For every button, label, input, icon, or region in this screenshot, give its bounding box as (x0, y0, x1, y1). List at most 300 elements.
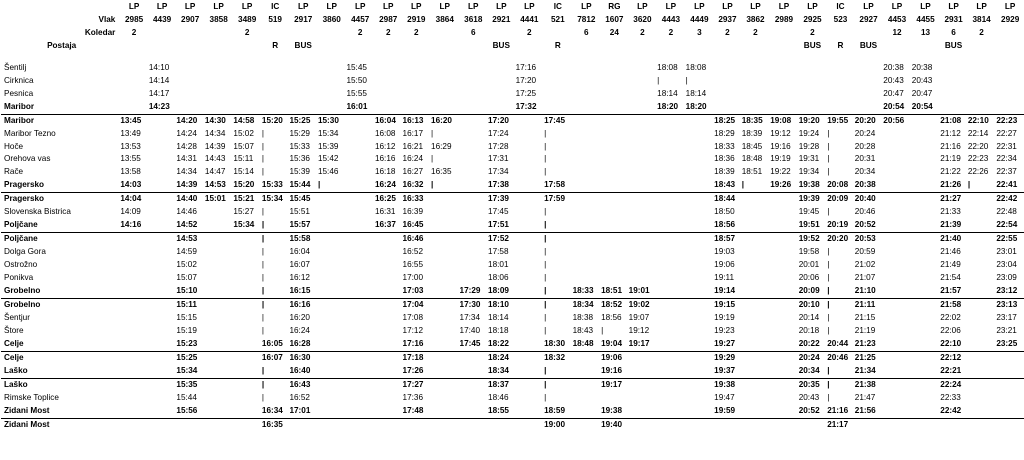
time-cell: | (261, 233, 289, 246)
time-cell (175, 101, 204, 114)
train-note-cell: BUS (944, 40, 963, 50)
time-cell: 20:54 (883, 101, 905, 111)
time-cell: 15:56 (176, 405, 198, 415)
train-number-cell: 3860 (322, 14, 341, 24)
time-cell (769, 193, 798, 206)
time-cell (741, 62, 770, 75)
time-cell (939, 418, 967, 431)
time-cell (769, 312, 798, 325)
time-cell (459, 166, 488, 179)
time-cell: 20:53 (854, 233, 883, 246)
time-cell: 17:31 (488, 154, 509, 164)
time-cell: 18:44 (713, 193, 741, 206)
time-cell: 15:30 (317, 114, 346, 127)
time-cell: | (544, 207, 547, 217)
time-cell (374, 338, 402, 351)
train-type-cell: LP (213, 2, 224, 11)
time-cell: 19:16 (601, 365, 623, 375)
time-cell: 20:52 (854, 220, 876, 230)
time-cell: 19:12 (770, 128, 791, 138)
train-type-cell: LP (807, 2, 818, 11)
time-cell (430, 193, 459, 206)
train-type-cell: LP (891, 2, 903, 11)
train-number-cell: 2917 (294, 14, 313, 24)
station-row (1, 325, 1024, 338)
time-cell (374, 233, 402, 246)
time-cell: 23:17 (996, 312, 1017, 322)
time-cell: 22:55 (995, 233, 1024, 246)
time-cell (459, 259, 488, 272)
time-cell: 20:43 (798, 392, 820, 402)
time-cell (628, 246, 657, 259)
time-cell (430, 206, 459, 219)
time-cell: 17:24 (488, 128, 509, 138)
time-cell: 14:39 (176, 180, 198, 190)
time-cell: 15:39 (289, 167, 310, 177)
train-number-cell: 2927 (859, 14, 878, 24)
train-number-cell: 519 (268, 14, 282, 24)
time-cell: | (543, 233, 572, 246)
time-cell (769, 88, 798, 101)
time-cell (204, 325, 233, 338)
time-cell: 14:46 (176, 207, 197, 217)
time-cell (515, 325, 544, 338)
time-cell (232, 325, 261, 338)
time-cell: | (261, 378, 289, 391)
time-cell: 23:01 (996, 247, 1017, 257)
time-cell: 17:29 (459, 286, 481, 296)
time-cell: 16:04 (289, 247, 310, 257)
time-cell: 20:46 (854, 207, 876, 217)
train-number-cell: 2921 (492, 14, 511, 24)
time-cell (374, 62, 402, 75)
time-cell (374, 365, 402, 378)
time-cell (882, 338, 911, 351)
time-cell (459, 141, 488, 154)
time-cell (600, 193, 628, 206)
time-cell (656, 325, 685, 338)
train-note-cell (995, 40, 1024, 53)
time-cell: 21:16 (940, 141, 961, 151)
time-cell: 23:25 (996, 338, 1018, 348)
station-row (1, 206, 1024, 219)
time-cell (430, 259, 459, 272)
time-cell: | (544, 141, 547, 151)
time-cell: 21:15 (854, 312, 876, 322)
time-cell (769, 325, 798, 338)
time-cell (345, 246, 374, 259)
train-note-cell (741, 40, 770, 53)
time-cell (769, 365, 798, 378)
time-cell (232, 378, 261, 391)
time-cell (374, 392, 402, 405)
spacer (1, 53, 1024, 62)
time-cell: 20:09 (826, 193, 854, 206)
time-cell: 22:23 (967, 154, 989, 164)
time-cell: | (544, 365, 547, 375)
time-cell (656, 298, 685, 311)
time-cell (261, 62, 289, 75)
time-cell (798, 62, 827, 75)
train-note-cell (656, 40, 685, 53)
postaja-label: Postaja (47, 40, 77, 50)
time-cell (543, 88, 572, 101)
time-cell: 21:26 (940, 180, 962, 190)
time-cell (713, 62, 741, 75)
time-cell: | (827, 325, 830, 335)
time-cell (995, 418, 1024, 431)
time-cell: 17:25 (515, 88, 537, 98)
train-type-cell: LP (184, 2, 196, 11)
time-cell: | (544, 392, 547, 402)
train-type-cell: IC (836, 2, 845, 11)
time-cell (798, 88, 827, 101)
time-cell (882, 179, 911, 192)
time-cell: 17:04 (402, 298, 431, 311)
time-cell (317, 219, 346, 232)
time-cell (204, 312, 233, 325)
time-cell (543, 62, 572, 75)
time-cell (628, 233, 657, 246)
time-cell (430, 233, 459, 246)
time-cell (515, 365, 544, 378)
train-type-cell: LP (976, 2, 987, 11)
time-cell: 20:46 (826, 351, 854, 364)
time-cell: 21:56 (854, 405, 876, 415)
time-cell: 15:20 (233, 180, 255, 190)
time-cell: 15:07 (176, 273, 197, 283)
time-cell: 14:40 (175, 193, 204, 206)
time-cell: 19:40 (600, 418, 628, 431)
time-cell: 17:32 (515, 101, 537, 111)
time-cell (459, 153, 488, 166)
time-cell: 15:58 (288, 233, 317, 246)
time-cell (769, 298, 798, 311)
time-cell (939, 75, 967, 88)
train-note-cell: BUS (492, 40, 510, 50)
time-cell: 15:36 (289, 154, 310, 164)
time-cell: 17:36 (402, 392, 424, 402)
time-cell (911, 405, 940, 418)
time-cell (374, 378, 402, 391)
time-cell: 18:14 (685, 88, 707, 98)
station-name: Slovenska Bistrica (4, 207, 71, 217)
time-cell (430, 246, 459, 259)
time-cell (685, 325, 714, 338)
station-row (1, 75, 1024, 88)
time-cell (317, 392, 346, 405)
time-cell: 20:09 (798, 286, 820, 296)
time-cell (345, 141, 374, 154)
station-name: Laško (4, 365, 28, 375)
time-cell: 15:35 (175, 378, 204, 391)
time-cell (967, 62, 996, 75)
train-note-cell (374, 40, 402, 53)
time-cell: 16:34 (261, 405, 283, 415)
time-cell: 20:22 (798, 338, 820, 348)
time-cell (628, 153, 657, 166)
time-cell: | (261, 365, 265, 375)
time-cell (600, 206, 628, 219)
time-cell (741, 193, 770, 206)
time-cell (345, 405, 374, 418)
time-cell (685, 285, 714, 298)
time-cell: 14:53 (175, 233, 204, 246)
train-note-cell (515, 40, 544, 53)
time-cell (204, 75, 233, 88)
time-cell (345, 392, 374, 405)
time-cell (882, 405, 911, 418)
time-cell (459, 405, 488, 418)
time-cell: 21:58 (939, 298, 967, 311)
time-cell: 23:09 (996, 273, 1017, 283)
time-cell: | (261, 325, 265, 335)
time-cell: 18:01 (488, 260, 509, 270)
time-cell (826, 75, 854, 88)
time-cell (572, 272, 601, 285)
time-cell: 15:27 (233, 207, 254, 217)
train-note-cell (713, 40, 741, 53)
time-cell (148, 179, 176, 192)
time-cell (769, 351, 798, 364)
time-cell (882, 141, 911, 154)
time-cell (656, 285, 685, 298)
time-cell (600, 62, 628, 75)
time-cell: 15:23 (176, 338, 198, 348)
station-row (1, 128, 1024, 141)
time-cell (374, 418, 402, 431)
time-cell: 14:39 (204, 141, 226, 151)
time-cell (119, 325, 148, 338)
time-cell: 20:44 (827, 338, 849, 348)
time-cell: 20:10 (798, 298, 827, 311)
time-cell: 19:22 (770, 167, 791, 177)
time-cell (741, 365, 770, 378)
time-cell (430, 338, 459, 351)
time-cell (769, 62, 798, 75)
station-name: Maribor (1, 114, 119, 127)
time-cell (374, 246, 402, 259)
time-cell: 22:54 (996, 220, 1018, 230)
time-cell (430, 75, 459, 88)
station-name: Pesnica (4, 88, 34, 98)
time-cell: 14:43 (204, 154, 226, 164)
time-cell (656, 272, 685, 285)
time-cell (148, 246, 176, 259)
time-cell: 18:18 (488, 325, 509, 335)
time-cell (882, 166, 911, 179)
time-cell: 21:47 (854, 392, 876, 402)
train-number-cell: 4441 (520, 14, 539, 24)
time-cell: 21:11 (854, 298, 883, 311)
time-cell (175, 62, 204, 75)
time-cell (515, 259, 544, 272)
time-cell (317, 405, 346, 418)
time-cell: | (544, 312, 547, 322)
time-cell (204, 206, 233, 219)
time-cell (430, 351, 459, 364)
time-cell: 15:50 (346, 75, 367, 85)
time-cell: 16:35 (261, 418, 289, 431)
time-cell (685, 298, 714, 311)
time-cell (769, 246, 798, 259)
time-cell (854, 75, 883, 88)
time-cell: 20:24 (798, 351, 827, 364)
train-note-cell (911, 40, 940, 53)
train-number-cell: 1607 (605, 14, 624, 24)
time-cell: 18:43 (572, 325, 594, 335)
time-cell: 21:12 (940, 128, 961, 138)
time-cell (261, 101, 289, 114)
time-cell (769, 378, 798, 391)
time-cell (882, 193, 911, 206)
time-cell (119, 312, 148, 325)
time-cell (204, 418, 233, 431)
time-cell (882, 259, 911, 272)
train-type-cell: RG (608, 2, 621, 11)
time-cell (374, 298, 402, 311)
time-cell: 23:13 (995, 298, 1024, 311)
time-cell (119, 62, 148, 75)
time-cell (995, 392, 1024, 405)
time-cell (656, 206, 685, 219)
time-cell: 19:15 (713, 298, 741, 311)
time-cell (656, 405, 685, 418)
station-name: Laško (1, 378, 119, 391)
time-cell (119, 298, 148, 311)
time-cell (656, 365, 685, 378)
time-cell: 17:20 (487, 114, 515, 127)
time-cell (628, 365, 657, 378)
time-cell: 15:11 (233, 154, 254, 164)
train-calendar-cell: 6 (584, 27, 589, 37)
train-calendar-cell (995, 27, 1024, 40)
time-cell (769, 101, 798, 114)
time-cell: 15:33 (289, 141, 310, 151)
time-cell (911, 325, 940, 338)
time-cell (628, 166, 657, 179)
time-cell: | (544, 325, 547, 335)
train-number-cell: 4449 (690, 14, 709, 24)
time-cell: 19:19 (770, 154, 791, 164)
time-cell: 18:08 (657, 62, 678, 72)
time-cell: 18:24 (487, 351, 515, 364)
time-cell (967, 365, 996, 378)
time-cell (459, 272, 488, 285)
time-cell (119, 101, 148, 114)
time-cell: 14:17 (148, 88, 170, 98)
station-row (1, 114, 1024, 127)
train-calendar-cell: 2 (131, 27, 137, 37)
time-cell (600, 141, 628, 154)
time-cell (572, 166, 601, 179)
time-cell: 19:31 (798, 154, 820, 164)
time-cell: 16:37 (374, 220, 396, 230)
train-type-cell: LP (128, 2, 140, 11)
train-number-cell: 3864 (435, 14, 454, 24)
time-cell (572, 365, 601, 378)
time-cell (345, 272, 374, 285)
time-cell (459, 365, 488, 378)
time-cell (769, 219, 798, 232)
time-cell: 16:55 (402, 260, 424, 270)
time-cell: 14:34 (176, 167, 197, 177)
time-cell: 15:02 (233, 128, 254, 138)
time-cell (967, 312, 996, 325)
time-cell: 16:12 (289, 273, 310, 283)
train-calendar-cell: 3 (697, 27, 702, 37)
time-cell: 16:20 (289, 312, 310, 322)
time-cell (459, 193, 488, 206)
time-cell (798, 418, 827, 431)
time-cell: 16:32 (402, 180, 424, 190)
time-cell (515, 128, 544, 141)
train-number-cell: 4443 (661, 14, 680, 24)
station-row (1, 62, 1024, 75)
time-cell (628, 101, 657, 114)
train-calendar-cell: 13 (920, 27, 931, 37)
station-row (1, 101, 1024, 114)
time-cell (656, 418, 685, 431)
time-cell (882, 418, 911, 431)
time-cell (119, 272, 148, 285)
time-cell: 19:12 (628, 325, 650, 335)
time-cell (911, 285, 940, 298)
time-cell (769, 233, 798, 246)
time-cell: 21:19 (940, 154, 961, 164)
time-cell (628, 114, 657, 127)
train-note-cell (459, 40, 488, 53)
time-cell: 23:21 (996, 325, 1017, 335)
time-cell (459, 378, 488, 391)
train-note-cell (430, 40, 459, 53)
time-cell: 16:01 (346, 101, 368, 111)
time-cell (345, 179, 374, 192)
time-cell (204, 233, 233, 246)
time-cell (628, 219, 657, 232)
train-number-cell: 3858 (209, 14, 228, 24)
time-cell (317, 206, 346, 219)
time-cell (628, 418, 657, 431)
time-cell (175, 88, 204, 101)
time-cell (317, 312, 346, 325)
time-cell (119, 233, 148, 246)
train-type-cell: IC (271, 2, 280, 11)
time-cell: 17:27 (402, 378, 431, 391)
time-cell (515, 206, 544, 219)
time-cell (995, 351, 1024, 364)
time-cell (656, 246, 685, 259)
time-cell (345, 298, 374, 311)
time-cell (656, 392, 685, 405)
time-cell: 19:38 (798, 180, 820, 190)
time-cell (628, 179, 657, 192)
train-calendar-cell: 2 (357, 27, 363, 37)
time-cell: 15:44 (289, 180, 311, 190)
time-cell (317, 246, 346, 259)
time-cell: 14:59 (176, 247, 197, 257)
time-cell: 20:19 (827, 220, 849, 230)
time-cell: 16:12 (374, 141, 396, 151)
time-cell: | (827, 247, 830, 257)
time-cell: | (827, 154, 830, 164)
time-cell (148, 338, 176, 351)
train-type-cell: LP (496, 2, 507, 11)
time-cell (995, 405, 1024, 418)
time-cell: 16:52 (289, 392, 310, 402)
time-cell (148, 351, 176, 364)
time-cell (911, 378, 940, 391)
